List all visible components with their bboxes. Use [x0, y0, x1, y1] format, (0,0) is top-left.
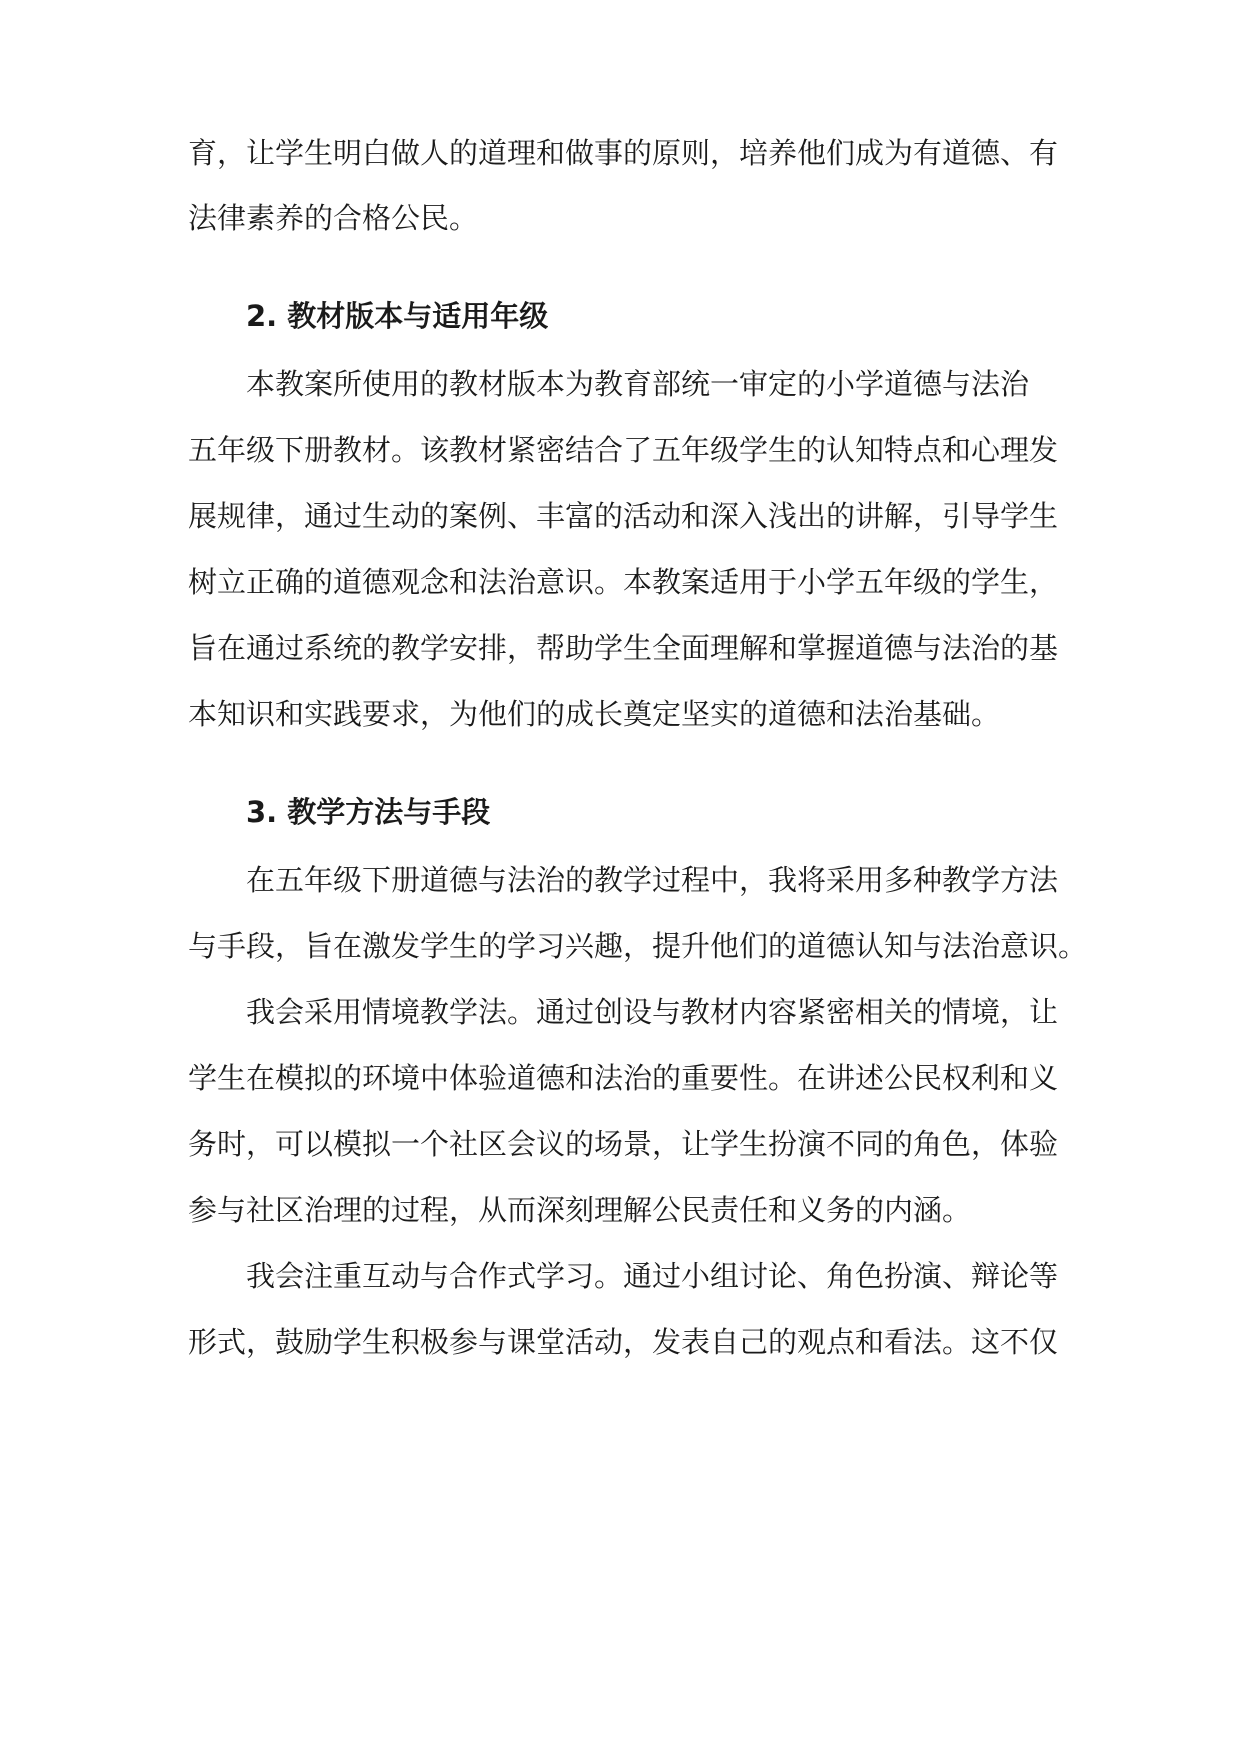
- section-3-p3-line-1: 我会注重互动与合作式学习。通过小组讨论、角色扮演、辩论等: [246, 1259, 1059, 1293]
- section-3-p2-line-2: 学生在模拟的环境中体验道德和法治的重要性。在讲述公民权利和义: [188, 1061, 1059, 1095]
- section-2-line-1: 本教案所使用的教材版本为教育部统一审定的小学道德与法治: [246, 367, 1030, 401]
- section-3-p2-line-4: 参与社区治理的过程，从而深刻理解公民责任和义务的内涵。: [188, 1193, 972, 1227]
- section-3-p3-line-2: 形式，鼓励学生积极参与课堂活动，发表自己的观点和看法。这不仅: [188, 1325, 1059, 1359]
- section-2-line-3: 展规律，通过生动的案例、丰富的活动和深入浅出的讲解，引导学生: [188, 499, 1059, 533]
- section-2-line-2: 五年级下册教材。该教材紧密结合了五年级学生的认知特点和心理发: [188, 433, 1059, 467]
- section-2-line-4: 树立正确的道德观念和法治意识。本教案适用于小学五年级的学生，: [188, 565, 1059, 599]
- section-2-line-5: 旨在通过系统的教学安排，帮助学生全面理解和掌握道德与法治的基: [188, 631, 1059, 665]
- section-3-p2-line-1: 我会采用情境教学法。通过创设与教材内容紧密相关的情境，让: [246, 995, 1059, 1029]
- section-3-heading: 3. 教学方法与手段: [246, 795, 491, 829]
- intro-line-1: 育，让学生明白做人的道理和做事的原则，培养他们成为有道德、有: [188, 136, 1059, 170]
- section-3-p2-line-3: 务时，可以模拟一个社区会议的场景，让学生扮演不同的角色，体验: [188, 1127, 1059, 1161]
- section-3-p1-line-1: 在五年级下册道德与法治的教学过程中，我将采用多种教学方法: [246, 863, 1059, 897]
- section-2-heading: 2. 教材版本与适用年级: [246, 299, 549, 333]
- section-2-line-6: 本知识和实践要求，为他们的成长奠定坚实的道德和法治基础。: [188, 697, 1001, 731]
- section-3-p1-line-2: 与手段，旨在激发学生的学习兴趣，提升他们的道德认知与法治意识。: [188, 929, 1088, 963]
- intro-line-2: 法律素养的合格公民。: [188, 201, 479, 235]
